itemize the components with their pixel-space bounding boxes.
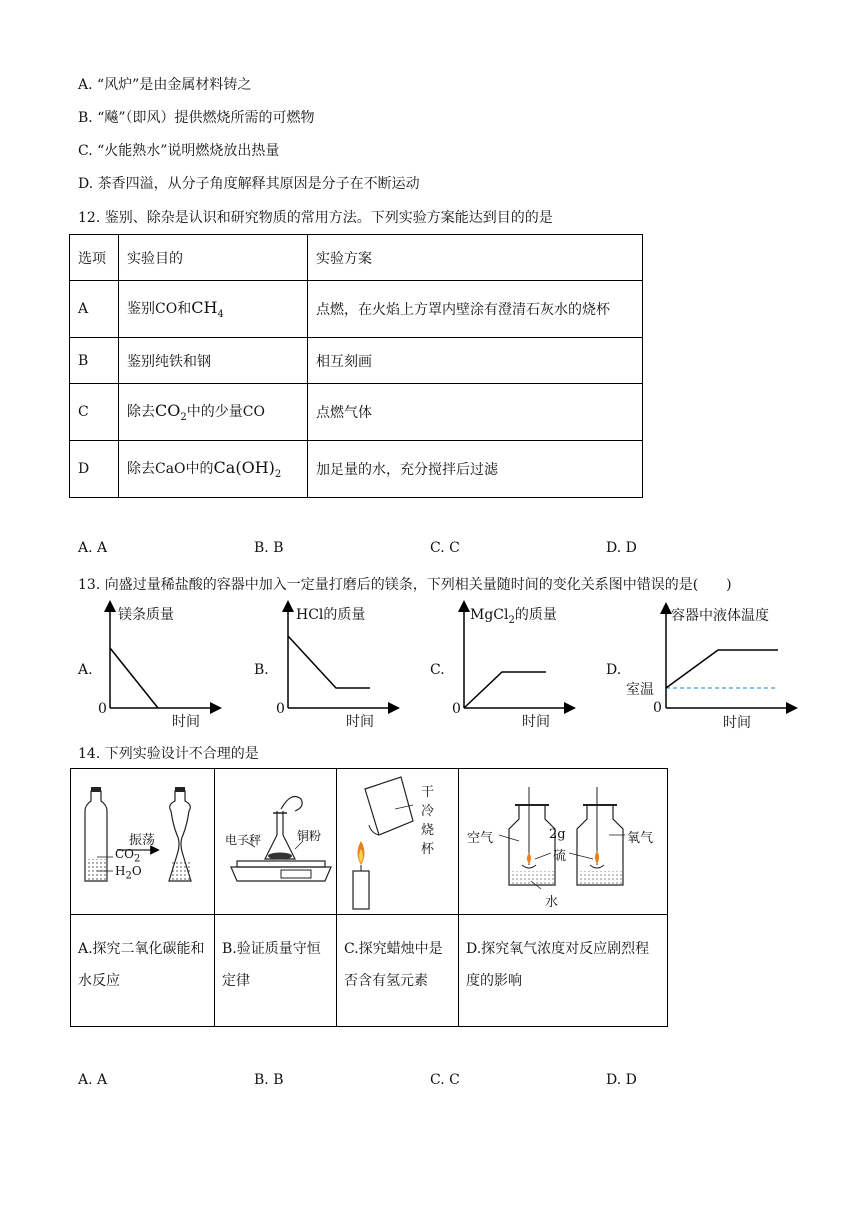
graph-a-line	[110, 648, 158, 708]
q12-header-plan: 实验方案	[308, 235, 643, 281]
q14-figure-b	[215, 769, 337, 915]
copper-powder-label: 铜粉	[297, 829, 322, 843]
graph-d-ylabel: 容器中液体温度	[671, 608, 769, 624]
graph-d-ref-label: 室温	[626, 682, 654, 698]
graph-d-xlabel: 时间	[723, 715, 751, 731]
graph-b-ylabel: HCl的质量	[296, 607, 366, 623]
q14-caption-b: B.验证质量守恒定律	[215, 915, 337, 1027]
graph-b-xlabel: 时间	[346, 714, 374, 730]
h2o-label: $H_2O$	[115, 864, 142, 882]
graph-b-line	[288, 636, 370, 688]
q12-row-opt: C	[70, 384, 119, 441]
q12-row-plan: 相互刻画	[308, 338, 643, 384]
q12-row-a	[70, 281, 643, 338]
dry-cold-beaker-label: 干 冷 烧 杯	[421, 785, 435, 857]
co2-label: $CO_2$	[115, 847, 141, 865]
q14-caption-d: D.探究氧气浓度对反应剧烈程度的影响	[459, 915, 668, 1027]
q12-header-option: 选项	[70, 235, 119, 281]
q11-option-c: C. “火能熟水”说明燃烧放出热量	[78, 143, 280, 159]
q14-table	[70, 768, 668, 1027]
graph-c-letter: C.	[430, 662, 445, 678]
q12-row-goal: 鉴别CO和$CH_4$	[119, 281, 308, 338]
q14-figure-a	[71, 769, 215, 915]
q14-answer-a: A. A	[78, 1072, 108, 1088]
graph-c-line	[464, 672, 546, 708]
q12-answer-b: B. B	[254, 540, 284, 556]
sulfur-label: 硫	[553, 849, 567, 864]
graph-b-origin: 0	[276, 701, 285, 717]
q12-row-d	[70, 441, 643, 498]
q12-row-plan: 点燃气体	[308, 384, 643, 441]
q14-answer-d: D. D	[606, 1072, 637, 1088]
q12-answer-d: D. D	[606, 540, 637, 556]
graph-a-ylabel: 镁条质量	[118, 607, 174, 623]
q12-row-c	[70, 384, 643, 441]
q14-caption-c: C.探究蜡烛中是否含有氢元素	[337, 915, 459, 1027]
q14-caption-a: A.探究二氧化碳能和水反应	[71, 915, 215, 1027]
shake-label: 振荡	[129, 833, 156, 848]
q11-option-b: B. “飚”（即风）提供燃烧所需的可燃物	[78, 110, 315, 126]
graph-a-letter: A.	[78, 662, 93, 678]
graph-b-letter: B.	[254, 662, 269, 678]
graph-c-origin: 0	[452, 701, 461, 717]
mass-label: 2g	[549, 827, 566, 842]
q12-row-plan: 点燃，在火焰上方罩内壁涂有澄清石灰水的烧杯	[308, 281, 643, 338]
graph-d-letter: D.	[606, 662, 622, 678]
q13-stem: 13. 向盛过量稀盐酸的容器中加入一定量打磨后的镁条，下列相关量随时间的变化关系图中错误的是( )	[78, 577, 732, 593]
graph-a-origin: 0	[98, 701, 107, 717]
graph-d-line	[666, 650, 778, 688]
q12-row-b	[70, 338, 643, 384]
graph-c-xlabel: 时间	[522, 714, 550, 730]
q12-row-goal: 除去CaO中的$Ca(OH)_2$	[119, 441, 308, 498]
graph-a-xlabel: 时间	[172, 714, 200, 730]
q12-row-goal: 除去$CO_2$中的少量CO	[119, 384, 308, 441]
q12-row-opt: A	[70, 281, 119, 338]
q14-stem: 14. 下列实验设计不合理的是	[78, 746, 259, 762]
q12-answer-c: C. C	[430, 540, 460, 556]
q11-option-d: D. 茶香四溢，从分子角度解释其原因是分子在不断运动	[78, 176, 420, 192]
q12-row-opt: B	[70, 338, 119, 384]
q11-option-a: A. “风炉”是由金属材料铸之	[78, 77, 252, 93]
q12-row-plan: 加足量的水，充分搅拌后过滤	[308, 441, 643, 498]
q12-stem: 12. 鉴别、除杂是认识和研究物质的常用方法。下列实验方案能达到目的的是	[78, 210, 553, 226]
q14-figure-c	[337, 769, 459, 915]
q14-answer-b: B. B	[254, 1072, 284, 1088]
q12-row-opt: D	[70, 441, 119, 498]
q12-row-goal: 鉴别纯铁和钢	[119, 338, 308, 384]
water-label: 水	[545, 895, 559, 910]
scale-label: 电子秤	[225, 833, 262, 847]
q14-answer-c: C. C	[430, 1072, 460, 1088]
q14-figure-d	[459, 769, 668, 915]
air-label: 空气	[467, 831, 494, 846]
q12-table	[69, 234, 643, 498]
q12-answer-a: A. A	[78, 540, 108, 556]
q12-header-goal: 实验目的	[119, 235, 308, 281]
oxygen-label: 氧气	[627, 831, 654, 846]
candle-illustration	[337, 769, 458, 915]
graph-d-origin: 0	[653, 700, 662, 716]
graph-c-ylabel: MgCl$_2$的质量	[470, 607, 557, 626]
